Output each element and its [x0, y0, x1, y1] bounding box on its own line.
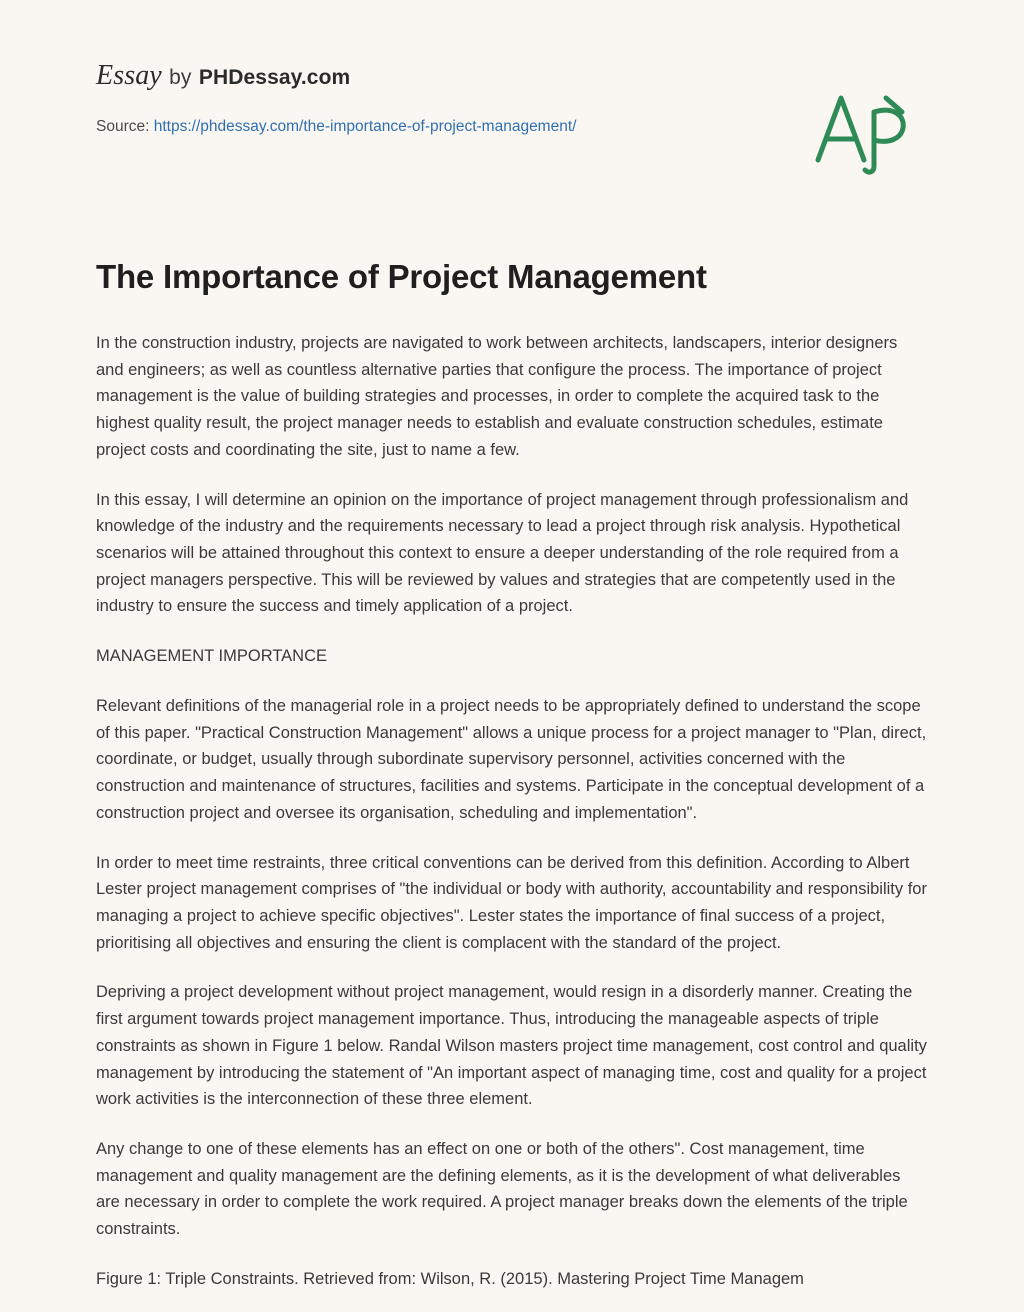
brand-site-name: PHDessay.com — [198, 66, 351, 89]
source-label: Source: — [96, 118, 150, 135]
source-line — [96, 118, 928, 136]
brand-by-word: by — [169, 66, 192, 89]
source-url-link[interactable]: https://phdessay.com/the-importance-of-project-management/ — [153, 118, 577, 135]
body-paragraph: Any change to one of these elements has an effect on one or both of the others". Cost management, time management and quality management are the defining elements, as it is the development of what deliverables are necessary in order to complete the work required. A project manager breaks down the elements of the triple constraints. — [96, 1139, 908, 1239]
figure-caption: Figure 1: Triple Constraints. Retrieved from: Wilson, R. (2015). Mastering Project Time Managem — [96, 1269, 804, 1288]
page-title: The Importance of Project Management — [96, 258, 707, 295]
body-paragraph: Depriving a project development without project management, would resign in a disorderly manner. Creating the first argument towards project management importance. Thus, introducing the manageable aspects of triple constraints as shown in Figure 1 below. Randal Wilson masters project time management, cost control and quality management by introducing the statement of "An important aspect of managing time, cost and quality for a project work activities is the interconnection of these three element. — [96, 983, 927, 1109]
brand-essay-word: Essay — [96, 60, 162, 91]
brand-line — [96, 60, 928, 92]
page-header — [96, 60, 928, 170]
section-heading: MANAGEMENT IMPORTANCE — [96, 647, 328, 666]
body-paragraph: In order to meet time restraints, three critical conventions can be derived from this definition. According to Albert Lester project management comprises of "the individual or body with authority, accountability and responsibility for managing a project to achieve specific objectives". Lester states the importance of final success of a project, prioritising all objectives and ensuring the client is complacent with the standard of the project. — [96, 853, 927, 952]
ap-monogram-logo-icon — [808, 82, 918, 177]
body-paragraph: Relevant definitions of the managerial role in a project needs to be appropriately defined to understand the scope of this paper. "Practical Construction Management" allows a unique process for a project manager to "Plan, direct, coordinate, or budget, usually through subordinate supervisory personnel, activities concerned with the construction and maintenance of structures, facilities and systems. Participate in the conceptual development of a construction project and oversee its organisation, scheduling and implementation". — [96, 696, 927, 822]
body-paragraph: In this essay, I will determine an opinion on the importance of project management through professionalism and knowledge of the industry and the requirements necessary to lead a project through risk analysis. Hypothetical scenarios will be attained throughout this context to ensure a deeper understanding of the role required from a project managers perspective. This will be reviewed by values and strategies that are competently used in the industry to ensure the success and timely application of a project. — [96, 490, 909, 616]
body-paragraph: In the construction industry, projects are navigated to work between architects, landscapers, interior designers and engineers; as well as countless alternative parties that configure the process. The importance of project management is the value of building strategies and processes, in order to complete the acquired task to the highest quality result, the project manager needs to establish and evaluate construction schedules, estimate project costs and coordinating the site, just to name a few. — [96, 334, 898, 459]
